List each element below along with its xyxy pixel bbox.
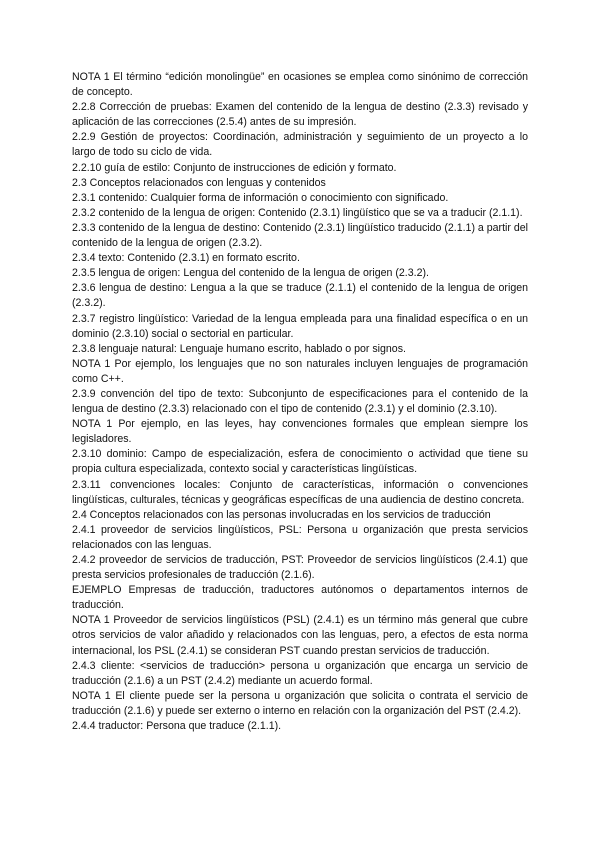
term-project-management: 2.2.9 Gestión de proyectos: Coordinación, administración y seguimiento de un proyecto a lo largo de todo su ciclo de vida. — [72, 131, 528, 159]
term-style-guide: 2.2.10 guía de estilo: Conjunto de instrucciones de edición y formato. — [72, 161, 397, 174]
term-domain: 2.3.10 dominio: Campo de especialización, esfera de conocimiento o actividad que tiene su propia cultura especializada, contexto social y características lingüísticas. — [72, 448, 528, 476]
term-client: 2.4.3 cliente: <servicios de traducción> persona u organización que encarga un servicio de traducción (2.1.6) a un PST (2.4.2) mediante un acuerdo formal. — [72, 659, 528, 687]
note-lsp-tsp: NOTA 1 Proveedor de servicios lingüísticos (PSL) (2.4.1) es un término más general que cubre otros servicios de valor añadido y relacionados con las lenguas, pero, a efectos de esta norma internacional, los PSL (2.4.1) se consideran PST cuando prestan servicios de traducción. — [72, 614, 528, 657]
term-proofreading: 2.2.8 Corrección de pruebas: Examen del contenido de la lengua de destino (2.3.3) revisado y aplicación de las correcciones (2.5.4) antes de su impresión. — [72, 101, 528, 129]
term-text: 2.3.4 texto: Contenido (2.3.1) en formato escrito. — [72, 252, 300, 265]
term-text-type-convention: 2.3.9 convención del tipo de texto: Subconjunto de especificaciones para el contenido de la lengua de destino (2.3.3) relacionado con el tipo de contenido (2.3.1) y el dominio (2.3.10). — [72, 387, 528, 416]
term-target-language: 2.3.6 lengua de destino: Lengua a la que se traduce (2.1.1) el contenido de la lengua de origen (2.3.2). — [72, 282, 528, 310]
term-tsp: 2.4.2 proveedor de servicios de traducción, PST: Proveedor de servicios lingüísticos (2.4.1) que presta servicios profesionales de traducción (2.1.6). — [72, 554, 528, 582]
term-register: 2.3.7 registro lingüístico: Variedad de la lengua empleada para una finalidad específica o en un dominio (2.3.10) social o sectorial en particular. — [72, 312, 528, 340]
term-translator: 2.4.4 traductor: Persona que traduce (2.1.1). — [72, 720, 282, 733]
note-client: NOTA 1 El cliente puede ser la persona u organización que solicita o contrata el servicio de traducción (2.1.6) y puede ser externo o interno en relación con la organización del PST (2.4.2). — [72, 689, 528, 717]
term-source-language: 2.3.5 lengua de origen: Lengua del contenido de la lengua de origen (2.3.2). — [72, 267, 429, 280]
term-lsp: 2.4.1 proveedor de servicios lingüísticos, PSL: Persona u organización que presta servicios relacionados con las lenguas. — [72, 523, 528, 551]
section-heading-people: 2.4 Conceptos relacionados con las personas involucradas en los servicios de traducción — [72, 508, 491, 521]
document-page — [72, 70, 528, 734]
note-natural-language: NOTA 1 Por ejemplo, los lenguajes que no son naturales incluyen lenguajes de programación como C++. — [72, 357, 528, 385]
note-monolingual-editing: NOTA 1 El término “edición monolingüe” en ocasiones se emplea como sinónimo de corrección de concepto. — [72, 71, 528, 99]
term-natural-language: 2.3.8 lenguaje natural: Lenguaje humano escrito, hablado o por signos. — [72, 342, 406, 355]
term-source-language-content: 2.3.2 contenido de la lengua de origen: Contenido (2.3.1) lingüístico que se va a traducir (2.1.1). — [72, 206, 523, 219]
section-heading-languages-content: 2.3 Conceptos relacionados con lenguas y contenidos — [72, 176, 326, 189]
note-text-type-convention: NOTA 1 Por ejemplo, en las leyes, hay convenciones formales que emplean siempre los legisladores. — [72, 418, 528, 446]
term-locale: 2.3.11 convenciones locales: Conjunto de características, información o convenciones lingüísticas, culturales, técnicas y geográficas específicas de una audiencia de destino concreta. — [72, 478, 528, 506]
example-tsp: EJEMPLO Empresas de traducción, traductores autónomos o departamentos internos de traducción. — [72, 584, 528, 612]
term-content: 2.3.1 contenido: Cualquier forma de información o conocimiento con significado. — [72, 191, 449, 204]
term-target-language-content: 2.3.3 contenido de la lengua de destino: Contenido (2.3.1) lingüístico traducido (2.1.1) a partir del contenido de la lengua de origen (2.3.2). — [72, 221, 528, 250]
